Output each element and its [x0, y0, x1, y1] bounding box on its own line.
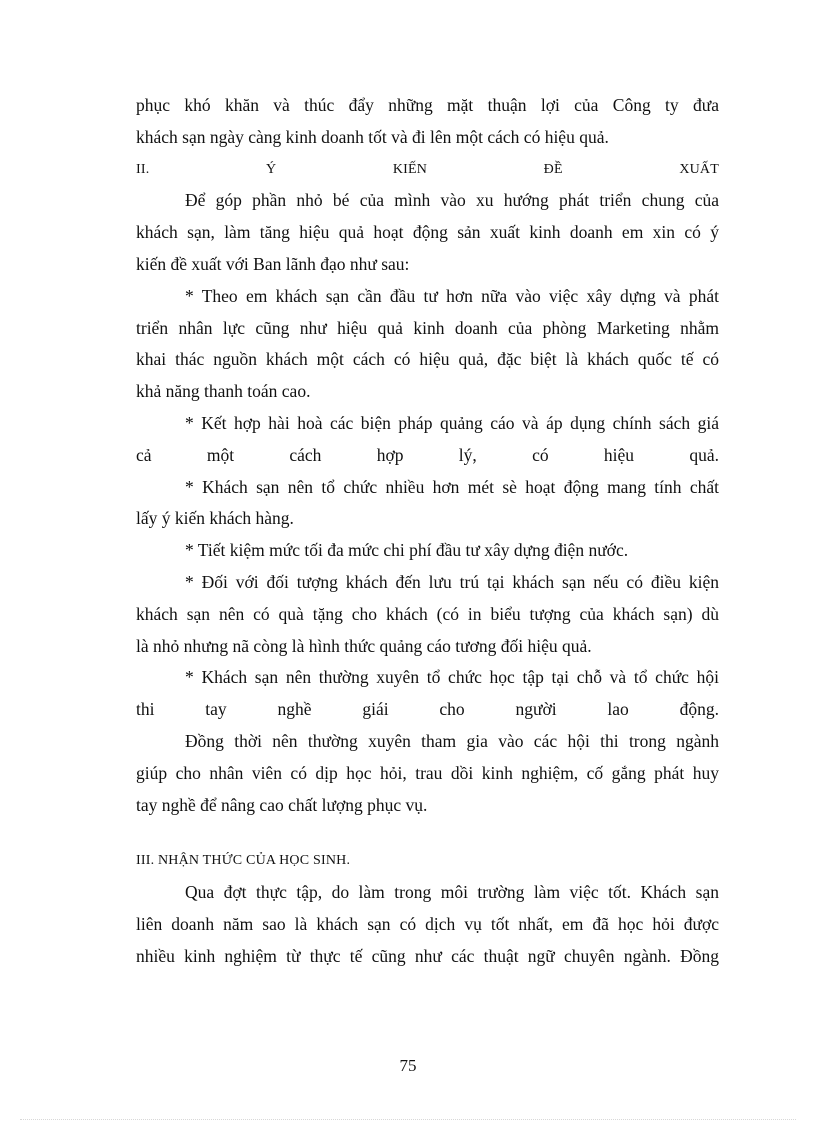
- text-line: liên doanh năm sao là khách sạn có dịch vụ tốt nhất, em đã học hỏi được: [136, 913, 719, 934]
- text-line: nhiều kinh nghiệm từ thực tế cũng như các thuật ngữ chuyên ngành. Đồng: [136, 945, 719, 966]
- text-line: * Khách sạn nên thường xuyên tổ chức học tập tại chỗ và tổ chức hội: [185, 667, 719, 688]
- text-line: kiến đề xuất với Ban lãnh đạo như sau:: [136, 253, 410, 274]
- text-line: khách sạn ngày càng kinh doanh tốt và đi lên một cách có hiệu quả.: [136, 126, 609, 147]
- text-line: là nhỏ nhưng nã còng là hình thức quảng cáo tương đối hiệu quả.: [136, 635, 592, 656]
- text-line: khả năng thanh toán cao.: [136, 381, 311, 402]
- text-line: * Tiết kiệm mức tối đa mức chi phí đầu tư xây dựng điện nước.: [185, 540, 629, 561]
- text-line: thi tay nghề giái cho người lao động.: [136, 699, 719, 720]
- document-body: [136, 90, 719, 973]
- text-line: * Khách sạn nên tổ chức nhiều hơn mét sè hoạt động mang tính chất: [185, 476, 719, 497]
- paragraph-gap: [136, 821, 719, 845]
- text-line: khách sạn nên có quà tặng cho khách (có in biểu tượng của khách sạn) dù: [136, 603, 719, 624]
- text-line: tay nghề để nâng cao chất lượng phục vụ.: [136, 794, 428, 815]
- section-heading-3: III. NHẬN THỨC CỦA HỌC SINH.: [136, 853, 351, 869]
- text-line: Để góp phần nhỏ bé của mình vào xu hướng phát triển chung của: [185, 190, 719, 211]
- text-line: cả một cách hợp lý, có hiệu quả.: [136, 444, 719, 465]
- text-line: Qua đợt thực tập, do làm trong môi trường làm việc tốt. Khách sạn: [185, 882, 719, 903]
- text-line: giúp cho nhân viên có dịp học hỏi, trau dồi kinh nghiệm, cố gắng phát huy: [136, 762, 719, 783]
- text-line: triển nhân lực cũng như hiệu quả kinh doanh của phòng Marketing nhằm: [136, 317, 719, 338]
- page-bottom-divider: [20, 1119, 796, 1120]
- text-line: lấy ý kiến khách hàng.: [136, 508, 294, 529]
- page-number: 75: [399, 1056, 417, 1075]
- text-line: * Kết hợp hài hoà các biện pháp quảng cáo và áp dụng chính sách giá: [185, 412, 719, 433]
- text-line: khách sạn, làm tăng hiệu quả hoạt động sản xuất kinh doanh em xin có ý: [136, 222, 719, 243]
- text-line: phục khó khăn và thúc đẩy những mặt thuận lợi của Công ty đưa: [136, 95, 719, 115]
- text-line: * Theo em khách sạn cần đầu tư hơn nữa vào việc xây dựng và phát: [185, 285, 719, 306]
- text-line: khai thác nguồn khách một cách có hiệu quả, đặc biệt là khách quốc tế có: [136, 349, 719, 370]
- text-line: * Đối với đối tượng khách đến lưu trú tại khách sạn nếu có điều kiện: [185, 571, 719, 592]
- section-heading-2: II. Ý KIẾN ĐỀ XUẤT: [136, 161, 719, 177]
- text-line: Đồng thời nên thường xuyên tham gia vào các hội thi trong ngành: [185, 730, 719, 751]
